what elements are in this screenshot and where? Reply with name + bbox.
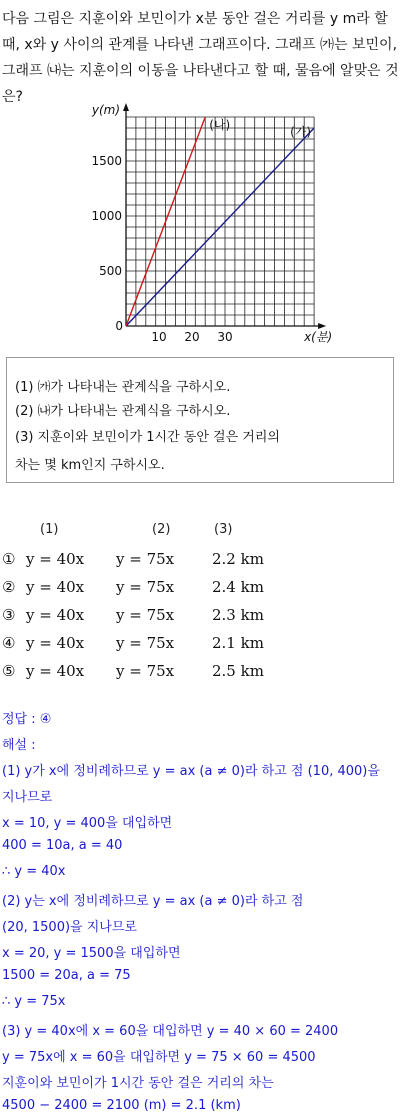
y-tick-label: 1000 bbox=[91, 209, 122, 223]
solution-line: x = 10, y = 400을 대입하면 bbox=[2, 816, 173, 831]
y-tick-label: 500 bbox=[99, 264, 122, 278]
solution-heading: 해설 : bbox=[2, 738, 36, 753]
solution-line: (1) y가 x에 정비례하므로 y = ax (a ≠ 0)라 하고 점 (10, 400)을 bbox=[2, 764, 380, 779]
solution-line: 4500 − 2400 = 2100 (m) = 2.1 (km) bbox=[2, 1098, 241, 1113]
option-answer-1: y = 40x bbox=[26, 578, 85, 596]
option-answer-1: y = 40x bbox=[26, 662, 85, 680]
option-header-1: (1) bbox=[40, 522, 59, 537]
question-line: 은? bbox=[2, 89, 23, 105]
option-header-3: (3) bbox=[214, 522, 233, 537]
option-number: ③ bbox=[2, 606, 16, 624]
option-answer-3: 2.5 km bbox=[212, 662, 264, 680]
question-line: 다음 그림은 지훈이와 보민이가 x분 동안 걸은 거리를 y m라 할 bbox=[2, 11, 388, 27]
y-tick-label: 1500 bbox=[91, 154, 122, 168]
chart-grid bbox=[126, 117, 314, 326]
answer-line: 정답 : ④ bbox=[2, 712, 52, 727]
solution-line: (2) y는 x에 정비례하므로 y = ax (a ≠ 0)라 하고 점 bbox=[2, 894, 304, 909]
option-answer-2: y = 75x bbox=[116, 606, 175, 624]
solution-line: 지훈이와 보민이가 1시간 동안 걸은 거리의 차는 bbox=[2, 1076, 274, 1091]
option-answer-2: y = 75x bbox=[116, 578, 175, 596]
x-axis-label: x(분) bbox=[304, 330, 333, 344]
option-number: ② bbox=[2, 578, 16, 596]
series-label-ga: (가) bbox=[290, 125, 312, 139]
option-answer-3: 2.2 km bbox=[212, 550, 264, 568]
option-number: ⑤ bbox=[2, 662, 16, 680]
option-answer-2: y = 75x bbox=[116, 550, 175, 568]
option-answer-3: 2.3 km bbox=[212, 606, 264, 624]
series-label-na: (나) bbox=[209, 118, 231, 132]
distance-time-graph bbox=[88, 103, 333, 348]
option-header-2: (2) bbox=[152, 522, 171, 537]
solution-line: y = 75x에 x = 60을 대입하면 y = 75 × 60 = 4500 bbox=[2, 1050, 316, 1065]
option-number: ① bbox=[2, 550, 16, 568]
subquestion-2: (2) ㈏가 나타내는 관계식을 구하시오. bbox=[15, 404, 231, 419]
solution-line: (3) y = 40x에 x = 60을 대입하면 y = 40 × 60 = 2400 bbox=[2, 1024, 339, 1039]
question-text bbox=[2, 6, 399, 110]
subquestion-3-continued: 차는 몇 km인지 구하시오. bbox=[15, 458, 165, 473]
question-line: 그래프 ㈏는 지훈이의 이동을 나타낸다고 할 때, 물음에 알맞은 것 bbox=[2, 63, 399, 79]
solution-line: 400 = 10a, a = 40 bbox=[2, 838, 123, 853]
solution-line: (20, 1500)을 지나므로 bbox=[2, 920, 137, 935]
option-answer-3: 2.4 km bbox=[212, 578, 264, 596]
chart-series bbox=[126, 117, 314, 326]
solution-line: x = 20, y = 1500을 대입하면 bbox=[2, 946, 181, 961]
option-answer-1: y = 40x bbox=[26, 550, 85, 568]
subquestion-3: (3) 지훈이와 보민이가 1시간 동안 걸은 거리의 bbox=[15, 430, 280, 445]
option-answer-1: y = 40x bbox=[26, 606, 85, 624]
option-number: ④ bbox=[2, 634, 16, 652]
option-answer-2: y = 75x bbox=[116, 662, 175, 680]
solution-line: 지나므로 bbox=[2, 790, 53, 805]
option-answer-2: y = 75x bbox=[116, 634, 175, 652]
subquestion-1: (1) ㈎가 나타내는 관계식을 구하시오. bbox=[15, 380, 231, 395]
x-tick-label: 10 bbox=[151, 330, 167, 344]
solution-line: ∴ y = 40x bbox=[2, 864, 66, 879]
y-axis-label: y(m) bbox=[91, 103, 120, 117]
x-tick-label: 30 bbox=[217, 330, 233, 344]
option-answer-1: y = 40x bbox=[26, 634, 85, 652]
subquestion-box bbox=[6, 357, 394, 483]
x-axis-arrow bbox=[318, 323, 326, 329]
solution-line: ∴ y = 75x bbox=[2, 994, 66, 1009]
question-line: 때, x와 y 사이의 관계를 나타낸 그래프이다. 그래프 ㈎는 보민이, bbox=[2, 37, 398, 53]
option-answer-3: 2.1 km bbox=[212, 634, 264, 652]
x-tick-label: 20 bbox=[184, 330, 200, 344]
origin-label: 0 bbox=[115, 319, 123, 333]
solution-line: 1500 = 20a, a = 75 bbox=[2, 968, 131, 983]
